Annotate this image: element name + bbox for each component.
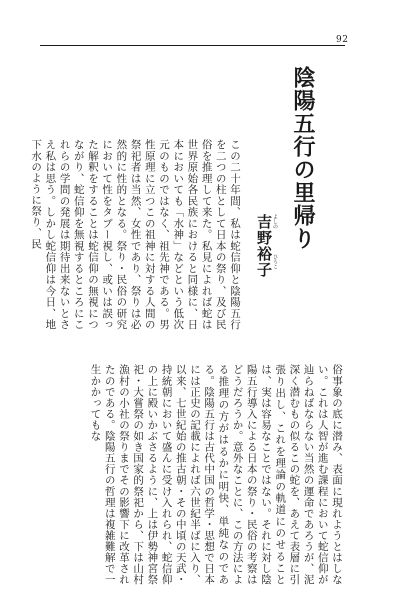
author-ruby-given: ひろこ (272, 254, 278, 269)
body-text-upper (30, 139, 242, 330)
page-number: 92 (336, 35, 349, 45)
paragraph-lower: 俗事象の底に潜み、表面に現れようとはしない。これは人智が進む課程において蛇信仰が辿らねばならない当然の運命であろうが、泥深く潜むもの似るこの蛇を、あえて表層に引張り出し、これを理論の軌道にのせることは、実は容易なことではない。それに対し陰陽五行導入による日本の祭り・民俗の考察はどうだろうか。意外なことに、この方法による推理の方がはるかに明快、単純なのである。陰陽五行は古代中国の哲学・思想で日本には正史の記載によれば六世紀半ばに入り、以来、七世紀始の推古朝・その中頃の天武・持統朝において盛んに受け入れられ、蛇信仰の上に殿いかぶさるように、上は伊勢神宮祭祀・大嘗祭の如き国家的祭祀から、下は山村漁村の小社の祭りまでその影響下に改革されたのである。陰陽五行の哲理は複雑難解で一生かかってもな (89, 364, 343, 585)
header-rule (40, 45, 345, 46)
paragraph-upper: この二十年間、私は蛇信仰と陰陽五行を二つの柱として日本の祭り、及び民俗を推理して来た。私見によれば蛇は世界原始各民族におけると同様に、日本においても「水神」などという低次元のものではなく、祖先神である。男性原理に立つこの祖神に対する人間の祭祀者は当然、女性であり、祭りは必然的に性的となる。祭り・民俗の研究において性をタブー視し、或いは誤った解釈をすることは蛇信仰の無視につながり、蛇信仰を無視するところにこれらの学問の発展は期待出来ないとさえ私は思う。しかし蛇信仰は今日、地下水のように祭り、民 (30, 139, 241, 330)
page-title: 陰陽五行の里帰り (290, 66, 316, 250)
author-name: 吉野裕子 (255, 214, 273, 278)
body-text-lower (56, 364, 344, 585)
author-ruby-surname: よしの (272, 214, 278, 229)
